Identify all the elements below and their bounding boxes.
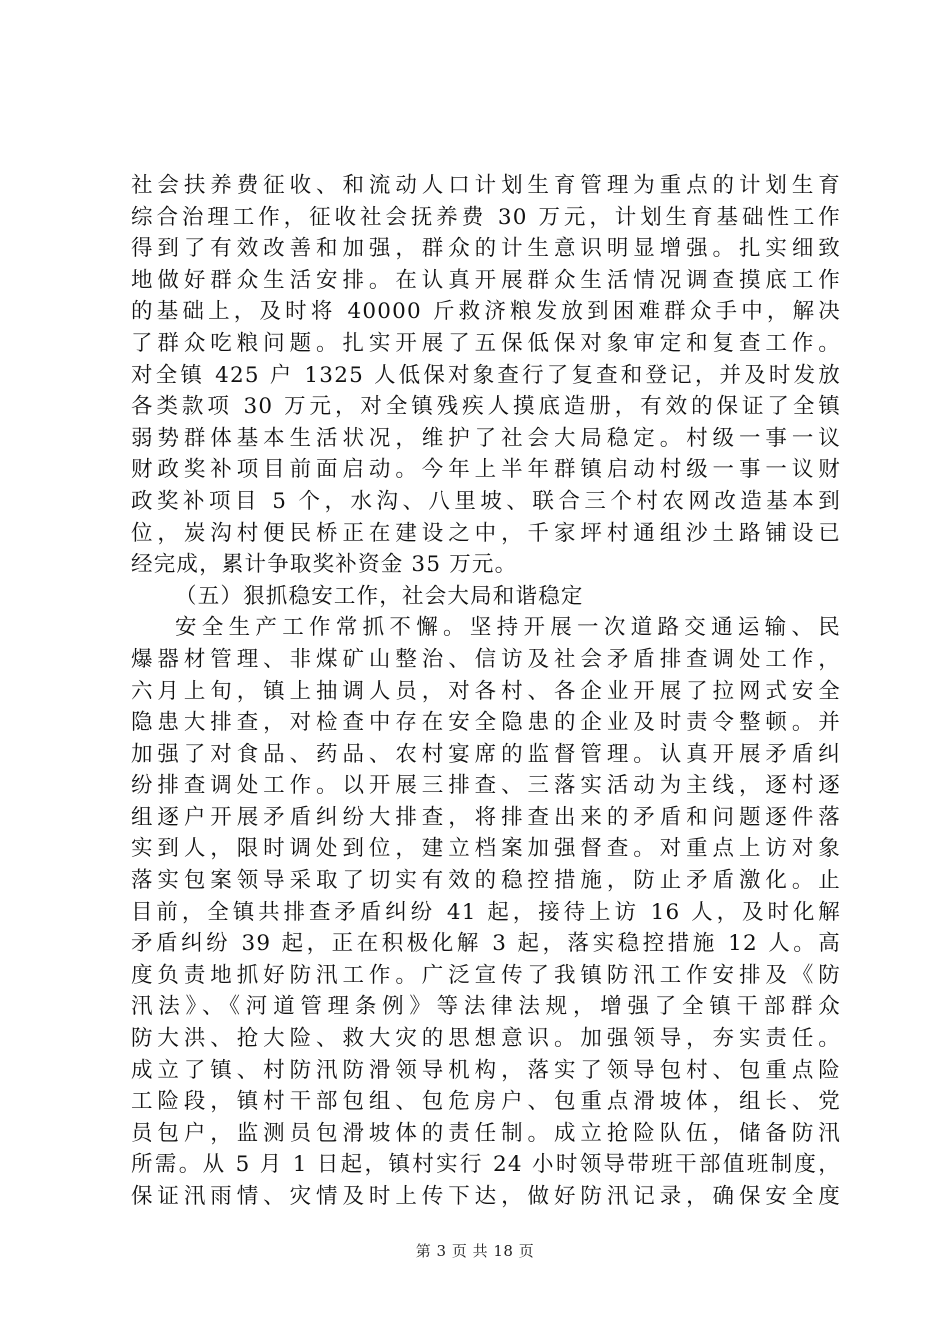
text-line: 对全镇 425 户 1325 人低保对象查行了复查和登记，并及时发放 [131, 362, 841, 388]
text-line: 了群众吃粮问题。扎实开展了五保低保对象审定和复查工作。 [131, 330, 841, 356]
text-line: 组逐户开展矛盾纠纷大排查，将排查出来的矛盾和问题逐件落 [131, 804, 841, 830]
text-line: 地做好群众生活安排。在认真开展群众生活情况调查摸底工作 [131, 267, 841, 293]
section-heading: （五）狠抓稳安工作，社会大局和谐稳定 [175, 583, 584, 609]
text-line: 经完成，累计争取奖补资金 35 万元。 [131, 552, 518, 578]
text-line: 汛法》、《河道管理条例》等法律法规，增强了全镇干部群众 [131, 994, 841, 1020]
text-line: 弱势群体基本生活状况，维护了社会大局稳定。村级一事一议 [131, 425, 841, 451]
page-number-footer: 第 3 页 共 18 页 [415, 1242, 535, 1260]
text-line: 安全生产工作常抓不懈。坚持开展一次道路交通运输、民 [175, 615, 841, 641]
text-line: 位，炭沟村便民桥正在建设之中，千家坪村通组沙土路铺设已 [131, 520, 841, 546]
text-line: 爆器材管理、非煤矿山整治、信访及社会矛盾排查调处工作， [131, 646, 841, 672]
text-line: 综合治理工作，征收社会抚养费 30 万元，计划生育基础性工作 [131, 204, 841, 230]
text-line: 纷排查调处工作。以开展三排查、三落实活动为主线，逐村逐 [131, 773, 841, 799]
text-line: 保证汛雨情、灾情及时上传下达，做好防汛记录，确保安全度 [131, 1184, 841, 1209]
text-line: 的基础上，及时将 40000 斤救济粮发放到困难群众手中，解决 [131, 299, 841, 325]
text-line: 员包户，监测员包滑坡体的责任制。成立抢险队伍，储备防汛 [131, 1120, 841, 1146]
text-line: 各类款项 30 万元，对全镇残疾人摸底造册，有效的保证了全镇 [131, 394, 841, 420]
text-line: 财政奖补项目前面启动。今年上半年群镇启动村级一事一议财 [131, 457, 841, 483]
text-line: 实到人，限时调处到位，建立档案加强督查。对重点上访对象 [131, 836, 841, 862]
text-line: 六月上旬，镇上抽调人员，对各村、各企业开展了拉网式安全 [131, 678, 841, 704]
text-line: 矛盾纠纷 39 起，正在积极化解 3 起，落实稳控措施 12 人。高 [131, 931, 841, 957]
text-line: 目前，全镇共排查矛盾纠纷 41 起，接待上访 16 人，及时化解 [131, 899, 841, 925]
text-line: 得到了有效改善和加强，群众的计生意识明显增强。扎实细致 [131, 236, 841, 262]
text-line: 隐患大排查，对检查中存在安全隐患的企业及时责令整顿。并 [131, 710, 841, 736]
text-line: 度负责地抓好防汛工作。广泛宣传了我镇防汛工作安排及《防 [131, 962, 841, 988]
text-line: 防大洪、抢大险、救大灾的思想意识。加强领导，夯实责任。 [131, 1026, 841, 1052]
text-line: 所需。从 5 月 1 日起，镇村实行 24 小时领导带班干部值班制度， [131, 1152, 841, 1178]
text-line: 成立了镇、村防汛防滑领导机构，落实了领导包村、包重点险 [131, 1057, 841, 1083]
text-line: 政奖补项目 5 个，水沟、八里坡、联合三个村农网改造基本到 [131, 488, 841, 514]
text-line: 工险段，镇村干部包组、包危房户、包重点滑坡体，组长、党 [131, 1089, 841, 1115]
text-line: 加强了对食品、药品、农村宴席的监督管理。认真开展矛盾纠 [131, 741, 841, 767]
text-line: 落实包案领导采取了切实有效的稳控措施，防止矛盾激化。止 [131, 868, 841, 894]
text-line: 社会扶养费征收、和流动人口计划生育管理为重点的计划生育 [131, 173, 841, 198]
body-text [131, 170, 841, 1213]
